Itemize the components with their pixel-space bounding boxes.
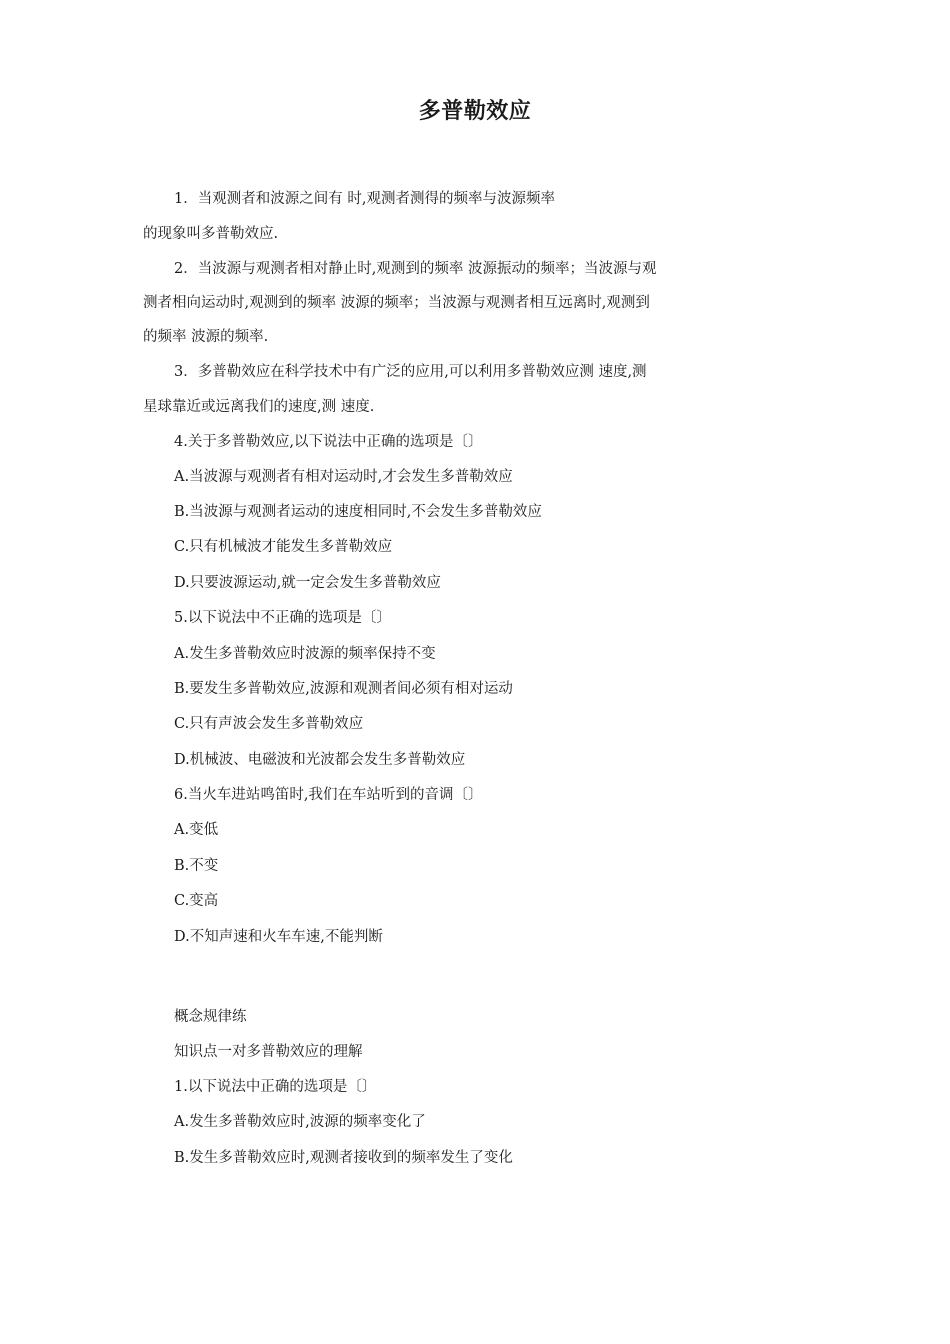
page-title: 多普勒效应 xyxy=(418,99,532,124)
q6-option-d: D.不知声速和火车车速,不能判断 xyxy=(174,929,383,945)
p1-stem: 1.以下说法中正确的选项是〔〕 xyxy=(174,1079,377,1095)
q3-line2: 星球靠近或远离我们的速度,测 速度. xyxy=(143,399,375,415)
q6-option-a: A.变低 xyxy=(174,822,219,838)
q1-line2: 的现象叫多普勒效应. xyxy=(143,226,279,242)
q4-stem: 4.关于多普勒效应,以下说法中正确的选项是〔〕 xyxy=(174,434,483,450)
q2-line1: 2．当波源与观测者相对静止时,观测到的频率 波源振动的频率；当波源与观 xyxy=(174,261,657,277)
q5-option-d: D.机械波、电磁波和光波都会发生多普勒效应 xyxy=(174,752,466,768)
q5-stem: 5.以下说法中不正确的选项是〔〕 xyxy=(174,610,391,626)
q6-option-b: B.不变 xyxy=(174,858,219,874)
q4-option-c: C.只有机械波才能发生多普勒效应 xyxy=(174,539,393,555)
q6-stem: 6.当火车进站鸣笛时,我们在车站听到的音调〔〕 xyxy=(174,787,483,803)
section-heading: 概念规律练 xyxy=(174,1009,247,1025)
subsection-heading: 知识点一对多普勒效应的理解 xyxy=(174,1044,363,1060)
q3-line1: 3．多普勒效应在科学技术中有广泛的应用,可以利用多普勒效应测 速度,测 xyxy=(174,364,647,380)
q5-option-b: B.要发生多普勒效应,波源和观测者间必须有相对运动 xyxy=(174,681,513,697)
q2-line2: 测者相向运动时,观测到的频率 波源的频率；当波源与观测者相互远离时,观测到 xyxy=(143,295,650,311)
q1-line1: 1．当观测者和波源之间有 时,观测者测得的频率与波源频率 xyxy=(174,191,555,207)
q4-option-b: B.当波源与观测者运动的速度相同时,不会发生多普勒效应 xyxy=(174,504,542,520)
q4-option-a: A.当波源与观测者有相对运动时,才会发生多普勒效应 xyxy=(174,469,513,485)
p1-option-b: B.发生多普勒效应时,观测者接收到的频率发生了变化 xyxy=(174,1150,513,1166)
p1-option-a: A.发生多普勒效应时,波源的频率变化了 xyxy=(174,1114,426,1130)
q6-option-c: C.变高 xyxy=(174,893,219,909)
q2-line3: 的频率 波源的频率. xyxy=(143,329,269,345)
q5-option-c: C.只有声波会发生多普勒效应 xyxy=(174,716,364,732)
q4-option-d: D.只要波源运动,就一定会发生多普勒效应 xyxy=(174,575,441,591)
q5-option-a: A.发生多普勒效应时波源的频率保持不变 xyxy=(174,646,436,662)
